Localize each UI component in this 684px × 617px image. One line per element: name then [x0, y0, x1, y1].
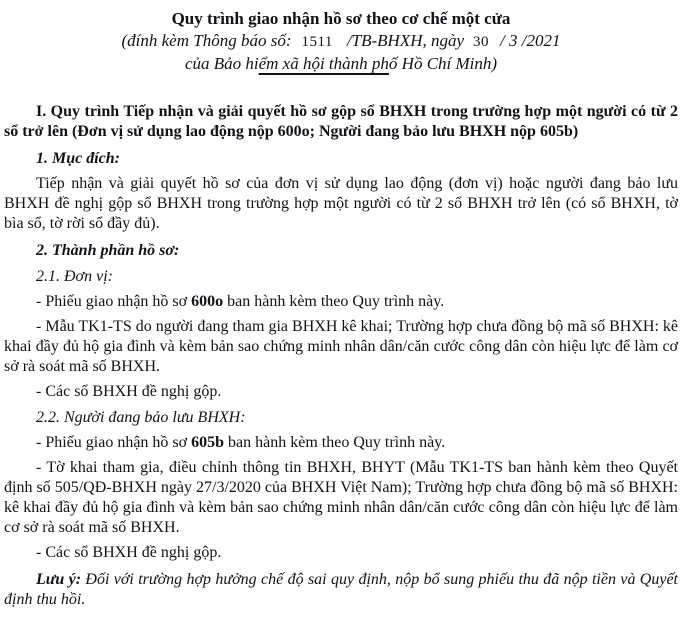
bao-luu-item-605b-pre: - Phiếu giao nhận hồ sơ [36, 434, 192, 451]
don-vi-item-600o [4, 292, 678, 312]
bao-luu-heading: 2.2. Người đang bảo lưu BHXH: [36, 409, 246, 426]
don-vi-heading: 2.1. Đơn vị: [36, 268, 113, 285]
notice-number: 1511 [301, 34, 333, 50]
attachment-line [4, 30, 678, 53]
note-paragraph [4, 570, 678, 610]
muc-dich-paragraph: Tiếp nhận và giải quyết hồ sơ của đơn vị sử dụng lao động (đơn vị) hoặc người đang bảo lưu BHXH đề nghị gộp sổ BHXH trong trường hợp một người có từ 2 sổ BHXH trở lên (có sổ BHXH, tờ bìa sổ, tờ rời sổ đầy đủ). [4, 175, 678, 232]
note-text: Đối với trường hợp hưởng chế độ sai quy định, nộp bổ sung phiếu thu đã nộp tiền và Quyết định thu hồi. [4, 571, 678, 608]
muc-dich-heading: 1. Mục đích: [36, 150, 120, 167]
document-header [4, 7, 678, 75]
section-1-heading: I. Quy trình Tiếp nhận và giải quyết hồ sơ gộp sổ BHXH trong trường hợp một người có từ 2 sổ trở lên (Đơn vị sử dụng lao động nộp 600o; Người đang bảo lưu BHXH nộp 605b) [4, 103, 678, 140]
form-code-600o: 600o [191, 293, 224, 310]
issuer-line-underlined: ểm xã hội thành ph [258, 54, 389, 73]
don-vi-item-600o-post: ban hành kèm theo Quy trình này. [223, 293, 445, 310]
bao-luu-item-to-khai: - Tờ khai tham gia, điều chỉnh thông tin BHXH, BHYT (Mẫu TK1-TS ban hành kèm theo Quyết định số 505/QĐ-BHXH ngày 27/3/2020 của BHXH Việt Nam); Trường hợp chưa đồng bộ mã số BHXH: kê khai đầy đủ hộ gia đình và kèm bản sao chứng minh nhân dân/căn cước công dân còn hiệu lực để làm cơ sở rà soát mã số BHXH. [4, 459, 678, 536]
bao-luu-item-so-bhxh: - Các sổ BHXH đề nghị gộp. [36, 544, 222, 561]
bao-luu-item-605b [4, 433, 678, 453]
issuer-line [4, 53, 678, 75]
don-vi-item-tk1ts: - Mẫu TK1-TS do người đang tham gia BHXH kê khai; Trường hợp chưa đồng bộ mã số BHXH: kê khai đầy đủ hộ gia đình và kèm bản sao chứng minh nhân dân/căn cước công dân còn hiệu lực để làm cơ sở rà soát mã số BHXH. [4, 318, 678, 375]
bao-luu-item-605b-post: ban hành kèm theo Quy trình này. [224, 434, 446, 451]
form-code-605b: 605b [191, 434, 225, 451]
attachment-line-pre: (đính kèm Thông báo số: [121, 31, 292, 50]
attachment-line-tail: / 3 /2021 [500, 31, 561, 50]
note-label: Lưu ý: [36, 571, 82, 588]
don-vi-item-so-bhxh: - Các sổ BHXH đề nghị gộp. [36, 383, 222, 400]
notice-day: 30 [473, 34, 490, 50]
thanh-phan-heading: 2. Thành phần hồ sơ: [36, 242, 180, 259]
document-title: Quy trình giao nhận hồ sơ theo cơ chế một cửa [171, 9, 511, 28]
issuer-line-tail: ố Hồ Chí Minh) [388, 54, 498, 73]
attachment-line-mid: /TB-BHXH, ngày [346, 31, 465, 50]
issuer-line-pre: của Bảo hi [184, 54, 259, 73]
don-vi-item-600o-pre: - Phiếu giao nhận hồ sơ [36, 293, 192, 310]
